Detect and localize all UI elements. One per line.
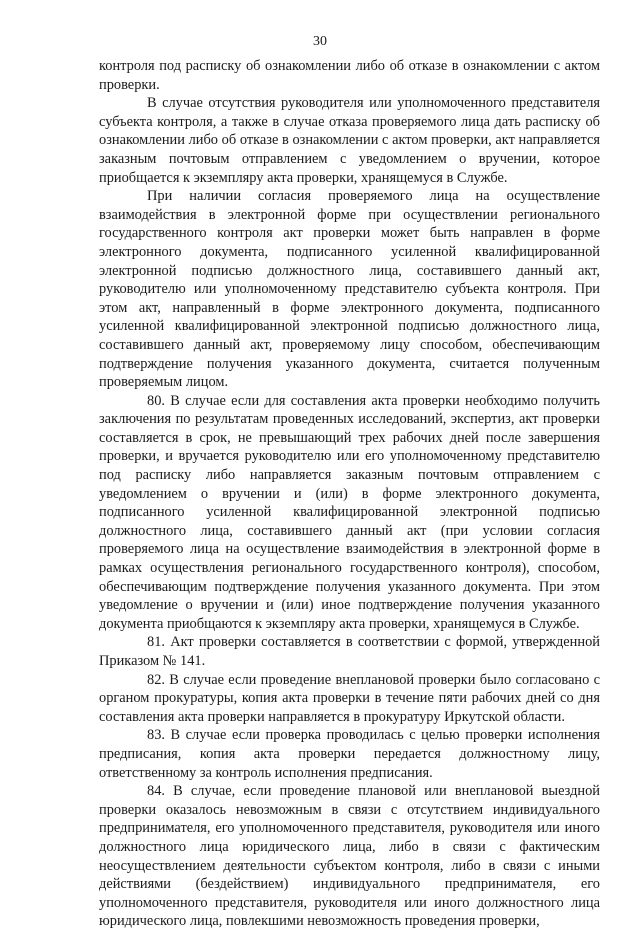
paragraph-absence-of-head: В случае отсутствия руководителя или уполномоченного представителя субъекта контроля, а также в случае отказа проверяемого лица дать расписку об ознакомлении либо об отказе в ознакомлении с актом проверки, акт направляется заказным почтовым отправлением с уведомлением о вручении, которое приобщается к экземпляру акта проверки, хранящемуся в Службе. [99, 95, 600, 186]
paragraph-80: 80. В случае если для составления акта проверки необходимо получить заключения по результатам проведенных исследований, экспертиз, акт проверки составляется в срок, не превышающий трех рабочих дней после завершения проверки, и вручается руководителю или его уполномоченному представителю под расписку либо направляется заказным почтовым отправлением с уведомлением о вручении и (или) в форме электронного документа, подписанного усиленной квалифицированной электронной подписью должностного лица, составившего данный акт (при условии согласия проверяемого лица на осуществление взаимодействия в электронной форме в рамках осуществления регионального государственного контроля), способом, обеспечивающим подтверждение получения указанного документа. При этом уведомление о вручении и (или) иное подтверждение получения указанного документа приобщаются к экземпляру акта проверки, хранящемуся в Службе. [99, 392, 600, 632]
paragraph-continuation: контроля под расписку об ознакомлении либо об отказе в ознакомлении с актом проверки. [99, 58, 600, 93]
document-body [99, 57, 600, 931]
paragraph-84: 84. В случае, если проведение плановой или внеплановой выездной проверки оказалось невозможным в связи с отсутствием индивидуального предпринимателя, его уполномоченного представителя, руководителя или иного должностного лица юридического лица, либо в связи с фактическим неосуществлением деятельности субъектом контроля, либо в связи с иными действиями (бездействием) индивидуального предпринимателя, его уполномоченного представителя, руководителя или иного должностного лица юридического лица, повлекшими невозможность проведения проверки, [99, 783, 600, 930]
paragraph-82: 82. В случае если проведение внеплановой проверки было согласовано с органом прокуратуры, копия акта проверки в течение пяти рабочих дней со дня составления акта проверки направляется в прокуратуру Иркутской области. [99, 671, 600, 725]
paragraph-electronic-form: При наличии согласия проверяемого лица на осуществление взаимодействия в электронной форме при осуществлении регионального государственного контроля акт проверки может быть направлен в форме электронного документа, подписанного усиленной квалифицированной электронной подписью должностного лица, составившего данный акт, руководителю или уполномоченному представителю субъекта контроля. При этом акт, направленный в форме электронного документа, подписанного усиленной квалифицированной электронной подписью должностного лица, составившего данный акт, проверяемому лицу способом, обеспечивающим подтверждение получения указанного документа, считается полученным проверяемым лицом. [99, 188, 600, 391]
paragraph-83: 83. В случае если проверка проводилась с целью проверки исполнения предписания, копия акта проверки передается должностному лицу, ответственному за контроль исполнения предписания. [99, 727, 600, 781]
paragraph-81: 81. Акт проверки составляется в соответствии с формой, утвержденной Приказом № 141. [99, 634, 600, 669]
page-number: 30 [313, 34, 327, 49]
